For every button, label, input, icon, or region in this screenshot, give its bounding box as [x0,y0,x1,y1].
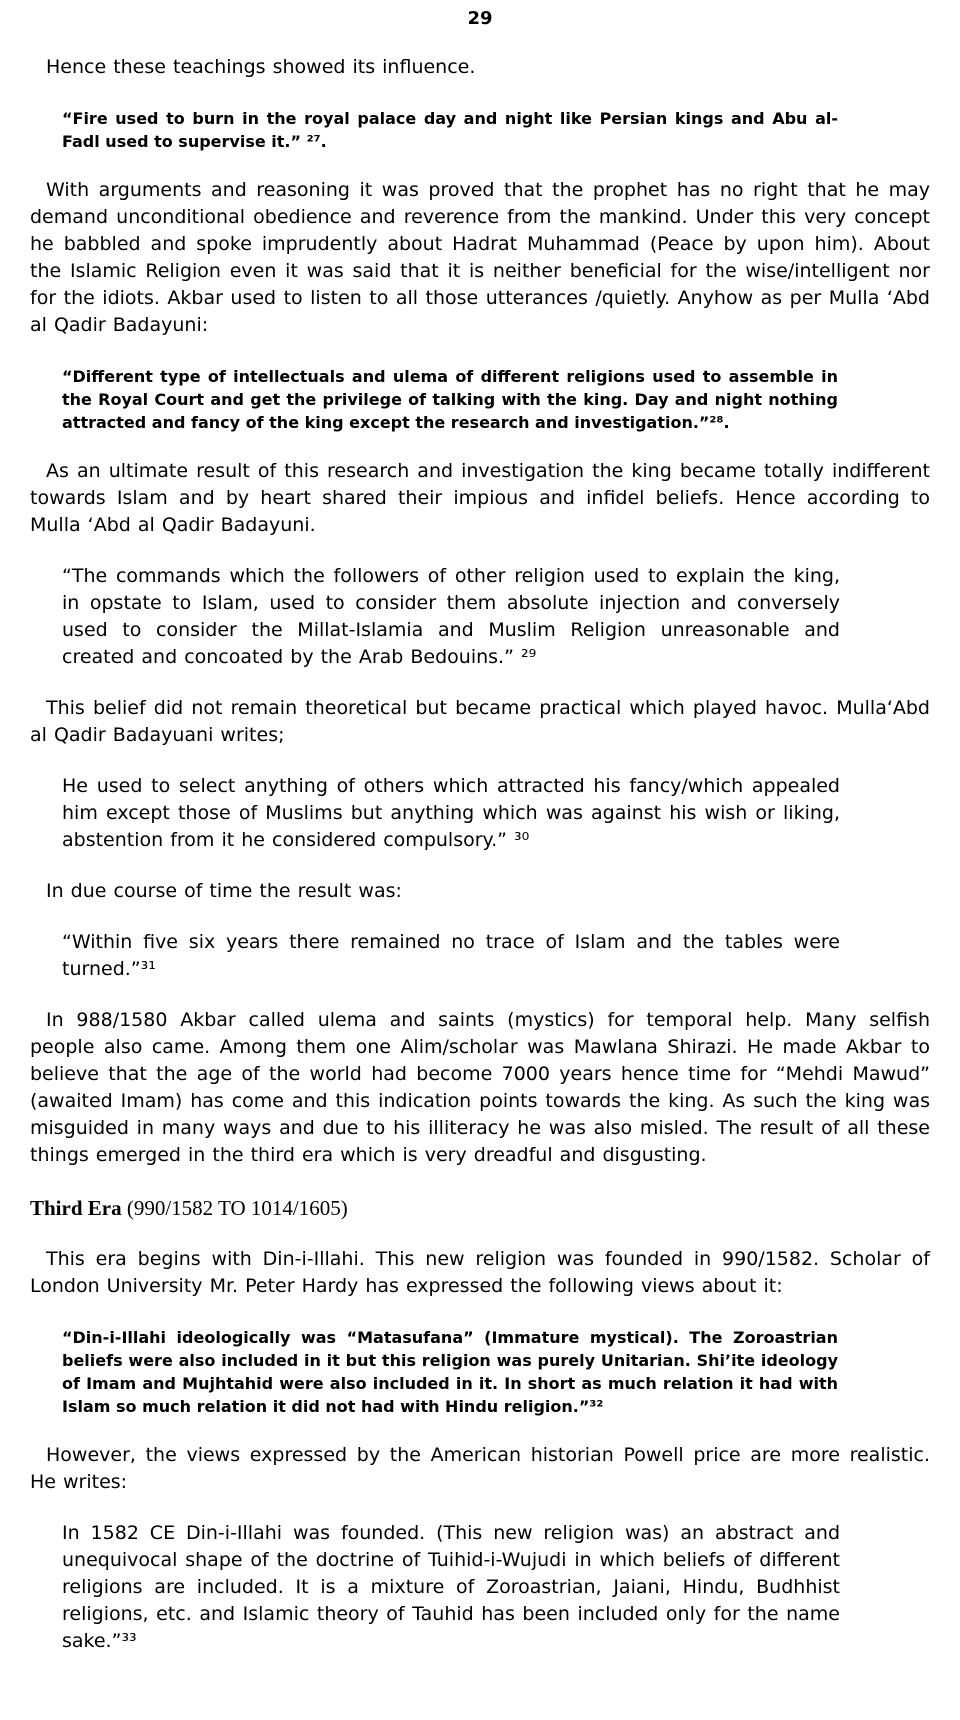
paragraph: With arguments and reasoning it was proved that the prophet has no right that he may demand unconditional obedience and reverence from the mankind. Under this very concept he babbled and spoke imprudently about Hadrat Muhammad (Peace by upon him). About the Islamic Religion even it was said that it is neither beneficial for the wise/intelligent nor for the idiots. Akbar used to listen to all those utterances /quietly. Anyhow as per Mulla ‘Abd al Qadir Badayuni: [30,179,930,336]
section-heading [30,1195,930,1222]
blockquote-bold: “Fire used to burn in the royal palace day and night like Persian kings and Abu al-Fadl used to supervise it.” ²⁷. [62,109,838,151]
paragraph: This belief did not remain theoretical but became practical which played havoc. Mulla‘Abd al Qadir Badayuani writes; [30,697,930,746]
blockquote: “The commands which the followers of other religion used to explain the king, in opstate to Islam, used to consider them absolute injection and conversely used to consider the Millat-Islamia and Muslim Religion unreasonable and created and concoated by the Arab Bedouins.” ²⁹ [62,565,840,668]
paragraph: This era begins with Din-i-Illahi. This new religion was founded in 990/1582. Scholar of London University Mr. Peter Hardy has expressed the following views about it: [30,1248,930,1297]
paragraph: Hence these teachings showed its influence. [46,56,476,78]
blockquote-bold: “Different type of intellectuals and ulema of different religions used to assemble in the Royal Court and get the privilege of talking with the king. Day and night nothing attracted and fancy of the king except the research and investigation.”²⁸. [62,367,838,432]
blockquote: In 1582 CE Din-i-Illahi was founded. (This new religion was) an abstract and unequivocal shape of the doctrine of Tuihid-i-Wujudi in which beliefs of different religions are included. It is a mixture of Zoroastrian, Jaiani, Hindu, Budhhist religions, etc. and Islamic theory of Tauhid has been included only for the name sake.”³³ [62,1522,840,1652]
section-heading-dates: (990/1582 TO 1014/1605) [121,1196,348,1220]
paragraph: However, the views expressed by the American historian Powell price are more realistic. He writes: [30,1444,930,1493]
section-heading-title: Third Era [30,1196,122,1220]
paragraph: As an ultimate result of this research and investigation the king became totally indifferent towards Islam and by heart shared their impious and infidel beliefs. Hence according to Mulla ‘Abd al Qadir Badayuni. [30,460,930,536]
page-number: 29 [467,8,493,29]
paragraph: In due course of time the result was: [46,880,402,902]
blockquote: “Within five six years there remained no trace of Islam and the tables were turned.”³¹ [62,931,840,980]
blockquote-bold: “Din-i-Illahi ideologically was “Matasufana” (Immature mystical). The Zoroastrian beliefs were also included in it but this religion was purely Unitarian. Shi’ite ideology of Imam and Mujhtahid were also included in it. In short as much relation it had with Islam so much relation it did not had with Hindu religion.”³² [62,1328,838,1416]
paragraph: In 988/1580 Akbar called ulema and saints (mystics) for temporal help. Many selfish people also came. Among them one Alim/scholar was Mawlana Shirazi. He made Akbar to believe that the age of the world had become 7000 years hence time for “Mehdi Mawud” (awaited Imam) has come and this indication points towards the king. As such the king was misguided in many ways and due to his illiteracy he was also misled. The result of all these things emerged in the third era which is very dreadful and disgusting. [30,1009,930,1166]
blockquote: He used to select anything of others which attracted his fancy/which appealed him except those of Muslims but anything which was against his wish or liking, abstention from it he considered compulsory.” ³⁰ [62,775,840,851]
